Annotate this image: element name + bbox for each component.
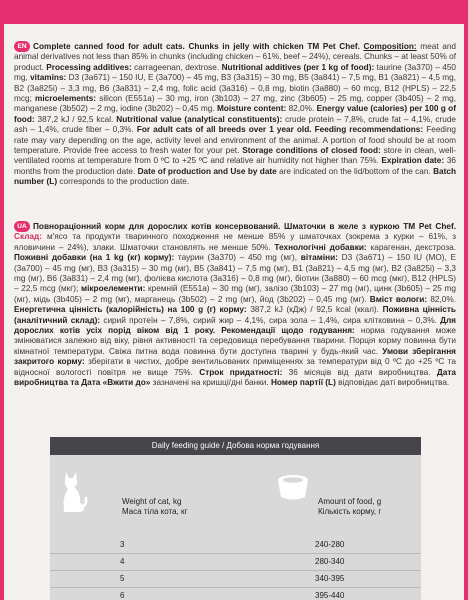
weight-label-ua: Маса тіла кота, кг xyxy=(122,507,188,516)
expiration-label-ua: Строк придатності: xyxy=(199,367,283,377)
moisture-text-ua: 82,0%. xyxy=(427,294,456,304)
nutritional-text: taurine (3a370) – 450 mg, xyxy=(14,62,457,83)
language-badge-ua: UA xyxy=(14,221,30,232)
amount-label-en: Amount of food, g xyxy=(318,497,382,506)
expiration-text: 36 months from the production date. xyxy=(14,156,457,176)
weight-cell: 4 xyxy=(120,557,125,566)
product-heading-ua: Повнораціонний корм для дорослих котів консервований. Шматочки в желе з куркою TM Pet Chef. xyxy=(33,222,456,231)
weight-label-en: Weight of cat, kg xyxy=(122,497,182,506)
batch-text: corresponds to the production date. xyxy=(57,177,190,187)
amount-column-header xyxy=(318,497,381,517)
feeding-recommendations-text: Feeding rate may vary depending on the age, activity level and environment of the animal. A portion of food should be at room temperature. Provide free access to fresh water for your pet. xyxy=(14,125,457,156)
processing-text: carrageenan, dextrose. xyxy=(131,62,222,72)
expiration-text-ua: 36 місяців від дати виробництва. xyxy=(282,367,437,377)
storage-text-ua: зберігати в чистих, добре вентильованих приміщеннях за температури від 0 ºC до +25 ºC та відносної вологості повітря не вище 75%. xyxy=(14,357,457,377)
production-date-label-ua: Дата виробництва та Дата «Вжити до» xyxy=(14,367,456,388)
sklad-label: Склад: xyxy=(14,232,43,242)
tech-additives-label: Технологічні добавки: xyxy=(274,242,367,252)
production-date-label: Date of production and Use by date xyxy=(137,166,277,176)
weight-column-header xyxy=(122,497,187,517)
processing-label: Processing additives: xyxy=(46,62,132,72)
feeding-guide-header xyxy=(50,455,421,537)
production-date-text: are indicated on the lid/bottom of the can. xyxy=(276,166,434,176)
language-badge-en: EN xyxy=(14,41,30,52)
weight-cell: 5 xyxy=(120,574,125,583)
vitamins-label: vitamins: xyxy=(30,73,67,83)
batch-label: Batch number (L) xyxy=(14,166,457,187)
batch-label-ua: Номер партії (L) xyxy=(270,378,336,388)
storage-text: store in clean, well-ventilated rooms at temperature from 0 ºC to +25 ºC and relative air humidity not higher than 75%. xyxy=(14,146,457,166)
amount-cell: 340-395 xyxy=(315,574,345,583)
expiration-label: Expiration date: xyxy=(381,156,445,166)
nutritional-label: Nutritional additives (per 1 kg of food): xyxy=(221,62,375,72)
moisture-text: 82,0%. xyxy=(286,104,317,114)
tech-additives-text: карагенан, декстроза. xyxy=(366,242,456,252)
composition-text: meat and animal derivatives not less than 85% in chunks (including chicken – 61%, beef – 24%), cereals. Chunks – at least 50% of product. xyxy=(14,42,456,72)
microelements-text: silicon (E551a) – 30 mg, iron (3b103) – 27 mg, zinc (3b605) – 25 mg, copper (3b405) – 2 mg, manganese (3b502) – 2 mg, iodine (3b202) – 0,45 mg. xyxy=(14,94,457,114)
vitamins-label-ua: вітаміни: xyxy=(300,253,338,263)
moisture-label-ua: Вміст вологи: xyxy=(369,294,428,304)
microelements-label: microelements: xyxy=(35,94,97,104)
storage-label: Storage conditions of closed food: xyxy=(242,146,381,156)
analytical-text-ua: сирий протеїн – 7,8%, сирий жир – 4,1%, сира зола – 1,4%, сира клітковина – 0,3%. xyxy=(100,315,441,325)
food-bowl-icon xyxy=(276,471,310,503)
vitamins-text-ua: D3 (3a671) – 150 IU (МО), E (3a700) – 45 mg (мг), B3 (3a315) – 30 mg (мг), B5 (3a841) – 7,5 mg (мг), B1 (3a821) – 4,5 mg (мг), B2 (3a825i) – 3,3 mg (мг), B6 (3a831) – 2,4 mg (мг), фолієва кислота (3a316) – 0,8 mg (мг), біотин (3a880) – 60 mcg (мкг), B12 (HPLS) – 22,5 mcg (мкг); xyxy=(14,253,456,294)
weight-cell: 3 xyxy=(120,540,125,549)
sklad-text: м'ясо та продукти тваринного походження не менше 85% у шматочках (зокрема з курки – 61%, з яловичини – 24%), злаки. Шматочки становлять не менше 50%. xyxy=(14,232,456,252)
analytical-text: crude protein – 7,8%, crude fat – 4,1%, crude ash – 1,4%, crude fiber – 0,3%. xyxy=(14,114,456,135)
feeding-recommendations-text-ua: норма годування може змінюватися залежно від віку, рівня активності та середовища перебування тварини. Порція корму повинна бути кімнатної температури. Свіжа питна вода повинна бути доступна тварині у будь-який час. xyxy=(14,326,456,356)
feeding-guide-rows xyxy=(50,537,421,600)
feeding-recommendations-label: For adult cats of all breeds over 1 year old. Feeding recommendations: xyxy=(136,125,424,135)
table-row xyxy=(50,553,421,570)
energy-label-ua: Енергетична цінність (калорійність) на 100 g (г) корму: xyxy=(14,305,247,315)
feeding-guide-table xyxy=(50,437,421,600)
amount-cell: 240-280 xyxy=(315,540,345,549)
table-row xyxy=(50,537,421,553)
microelements-text-ua: кремній (E551a) – 30 mg (мг), залізо (3b103) – 27 mg (мг), цинк (3b605) – 25 mg (мг), мідь (3b405) – 2 mg (мг), марганець (3b502) – 2 mg (мг), йод (3b202) – 0,45 mg (мг). xyxy=(14,284,456,304)
energy-text: 387,2 kJ / 92,5 kcal. xyxy=(34,114,117,124)
weight-cell: 6 xyxy=(120,591,125,600)
ukrainian-section xyxy=(14,221,456,389)
batch-text-ua: відповідає даті виробництва. xyxy=(335,378,450,388)
amount-cell: 280-340 xyxy=(315,557,345,566)
microelements-label-ua: мікроелементи: xyxy=(81,284,146,294)
label-panel xyxy=(4,24,464,600)
composition-label: Composition: xyxy=(363,42,417,51)
analytical-label: Nutritional value (analytical constituents): xyxy=(116,114,283,124)
table-row xyxy=(50,587,421,600)
moisture-label: Moisture content: xyxy=(216,104,287,114)
analytical-label-ua: Поживна цінність (аналітичний склад): xyxy=(14,305,456,325)
nutritional-additives-text-ua: таурин (3a370) – 450 mg (мг), xyxy=(174,253,301,263)
english-section xyxy=(14,41,456,188)
storage-label-ua: Умови зберігання закритого корму: xyxy=(14,346,456,367)
amount-label-ua: Кількість корму, г xyxy=(318,507,382,516)
production-date-text-ua: зазначені на кришці/дні банки. xyxy=(150,378,271,388)
product-heading-en: Complete canned food for adult cats. Chunks in jelly with chicken TM Pet Chef. xyxy=(33,42,360,51)
amount-cell: 395-440 xyxy=(315,591,345,600)
vitamins-text: D3 (3a671) – 150 IU, E (3a700) – 45 mg, B3 (3a315) – 30 mg, B5 (3a841) – 7,5 mg, B1 (3a821) – 4,5 mg, B2 (3a825i) – 3,3 mg, B6 (3a831) – 2,4 mg, folic acid (3a316) – 0,8 mg, biotin (3a880) – 60 mcg, B12 (HPLS) – 22,5 mcg; xyxy=(14,73,456,104)
feeding-guide-title: Daily feeding guide / Добова норма годування xyxy=(50,437,421,455)
cat-icon xyxy=(60,468,88,514)
feeding-recommendations-label-ua: Для дорослих котів усіх порід віком від 1 року. Рекомендації щодо годування: xyxy=(14,315,456,336)
energy-text-ua: 387,2 kJ (кДж) / 92,5 kcal (ккал). xyxy=(246,305,383,315)
table-row xyxy=(50,570,421,587)
nutritional-additives-label-ua: Поживні добавки (на 1 kg (кг) корму): xyxy=(14,253,175,263)
energy-label: Energy value (calories) per 100 g of food: xyxy=(14,104,456,124)
